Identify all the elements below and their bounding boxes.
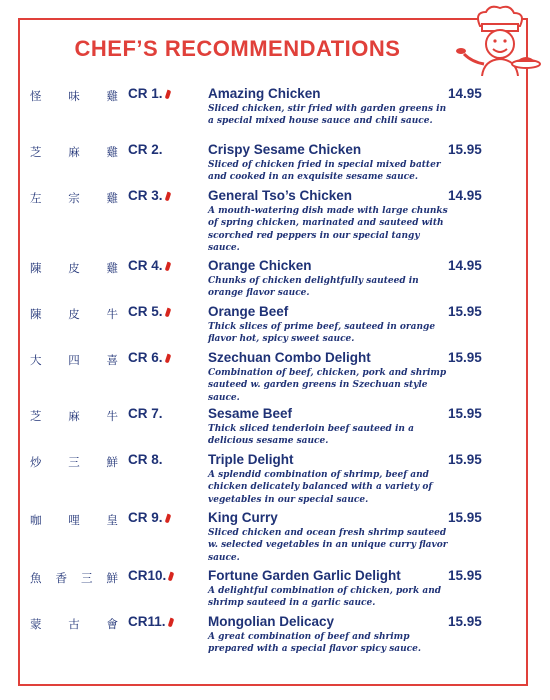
chinese-name xyxy=(30,408,118,424)
item-code-text: CR10. xyxy=(128,568,167,583)
item-price: 14.95 xyxy=(448,86,482,101)
chinese-name xyxy=(30,352,118,368)
chinese-name xyxy=(30,260,118,276)
item-code-text: CR 2. xyxy=(128,142,163,157)
hot-pepper-icon xyxy=(164,90,171,100)
item-name: Amazing Chicken xyxy=(208,86,321,101)
chinese-character: 咖 xyxy=(30,513,42,527)
chinese-character: 魚 xyxy=(30,571,42,585)
chinese-character: 雞 xyxy=(106,145,118,159)
item-name: King Curry xyxy=(208,510,278,525)
item-code-text: CR 3. xyxy=(128,188,163,203)
item-code xyxy=(128,350,170,365)
chinese-name xyxy=(30,616,118,632)
item-code-text: CR 9. xyxy=(128,510,163,525)
item-name: Sesame Beef xyxy=(208,406,293,421)
item-description: Chunks of chicken delightfully sauteed in orange flavor sauce. xyxy=(208,276,419,299)
chinese-character: 哩 xyxy=(68,513,80,527)
chinese-character: 鮮 xyxy=(106,571,118,585)
item-name: Fortune Garden Garlic Delight xyxy=(208,568,401,583)
chinese-name xyxy=(30,454,118,470)
chinese-character: 牛 xyxy=(106,307,118,321)
item-description: A delightful combination of chicken, pork and shrimp sauteed in a garlic sauce. xyxy=(208,586,442,609)
chinese-character: 牛 xyxy=(106,409,118,423)
item-description: Sliced chicken, stir fried with garden greens in a special mixed house sauce and chili sauce. xyxy=(208,104,447,127)
chinese-name xyxy=(30,88,118,104)
chinese-character: 皮 xyxy=(68,261,80,275)
item-description: Thick slices of prime beef, sauteed in orange flavor hot, spicy sweet sauce. xyxy=(208,322,436,345)
chinese-character: 古 xyxy=(68,617,80,631)
hot-pepper-icon xyxy=(164,192,171,202)
item-price: 15.95 xyxy=(448,510,482,525)
chinese-character: 雞 xyxy=(106,261,118,275)
item-code xyxy=(128,510,170,525)
item-code-text: CR 1. xyxy=(128,86,163,101)
chinese-character: 香 xyxy=(55,571,67,585)
item-description: A splendid combination of shrimp, beef and chicken delicately balanced with a variety of vegetables in our special sauce. xyxy=(208,470,433,505)
chinese-character: 雞 xyxy=(106,191,118,205)
chinese-character: 陳 xyxy=(30,307,42,321)
item-code xyxy=(128,188,170,203)
chinese-character: 麻 xyxy=(68,409,80,423)
item-code-text: CR 8. xyxy=(128,452,163,467)
item-code xyxy=(128,142,163,157)
chinese-name xyxy=(30,570,118,586)
item-price: 15.95 xyxy=(448,142,482,157)
item-name: General Tso’s Chicken xyxy=(208,188,353,203)
chinese-name xyxy=(30,512,118,528)
item-price: 15.95 xyxy=(448,452,482,467)
page-title: CHEF’S RECOMMENDATIONS xyxy=(74,36,401,61)
item-price: 15.95 xyxy=(448,568,482,583)
item-description: Sliced of chicken fried in special mixed batter and cooked in an exquisite sesame sauce. xyxy=(208,160,441,183)
item-code xyxy=(128,304,170,319)
chinese-character: 蒙 xyxy=(30,617,42,631)
item-price: 15.95 xyxy=(448,614,482,629)
chinese-character: 三 xyxy=(81,571,93,585)
hot-pepper-icon xyxy=(164,354,171,364)
item-code-text: CR 6. xyxy=(128,350,163,365)
item-code-text: CR 4. xyxy=(128,258,163,273)
chinese-character: 皮 xyxy=(68,307,80,321)
chinese-character: 陳 xyxy=(30,261,42,275)
item-name: Orange Chicken xyxy=(208,258,312,273)
hot-pepper-icon xyxy=(164,514,171,524)
chinese-character: 宗 xyxy=(68,191,80,205)
chinese-character: 會 xyxy=(106,617,118,631)
item-code xyxy=(128,452,163,467)
chinese-character: 喜 xyxy=(106,353,118,367)
item-name: Triple Delight xyxy=(208,452,294,467)
chinese-character: 味 xyxy=(68,89,80,103)
chinese-character: 炒 xyxy=(30,455,42,469)
item-price: 15.95 xyxy=(448,304,482,319)
chinese-character: 三 xyxy=(68,455,80,469)
chinese-character: 怪 xyxy=(30,89,42,103)
item-code-text: CR 7. xyxy=(128,406,163,421)
chinese-character: 皇 xyxy=(106,513,118,527)
item-code-text: CR11. xyxy=(128,614,166,629)
item-description: Sliced chicken and ocean fresh shrimp sauteed w. selected vegetables in an unique curry flavor sauce. xyxy=(208,528,448,563)
chinese-character: 四 xyxy=(68,353,80,367)
item-description: A mouth-watering dish made with large chunks of spring chicken, marinated and sauteed with scorched red peppers in our special tangy sauce. xyxy=(208,206,448,253)
chinese-character: 麻 xyxy=(68,145,80,159)
item-price: 14.95 xyxy=(448,188,482,203)
item-name: Mongolian Delicacy xyxy=(208,614,335,629)
item-price: 15.95 xyxy=(448,406,482,421)
chinese-character: 大 xyxy=(30,353,42,367)
item-price: 14.95 xyxy=(448,258,482,273)
item-description: Combination of beef, chicken, pork and shrimp sauteed w. garden greens in Szechuan style sauce. xyxy=(208,368,447,403)
item-code xyxy=(128,568,173,583)
chinese-character: 芝 xyxy=(30,409,42,423)
chinese-name xyxy=(30,144,118,160)
hot-pepper-icon xyxy=(168,572,175,582)
item-name: Orange Beef xyxy=(208,304,289,319)
hot-pepper-icon xyxy=(167,618,174,628)
chinese-character: 左 xyxy=(30,191,42,205)
item-name: Szechuan Combo Delight xyxy=(208,350,371,365)
chinese-name xyxy=(30,306,118,322)
item-description: A great combination of beef and shrimp prepared with a special flavor spicy sauce. xyxy=(208,632,421,655)
chinese-character: 雞 xyxy=(106,89,118,103)
item-description: Thick sliced tenderloin beef sauteed in a delicious sesame sauce. xyxy=(208,424,414,447)
chinese-character: 鮮 xyxy=(106,455,118,469)
item-name: Crispy Sesame Chicken xyxy=(208,142,362,157)
hot-pepper-icon xyxy=(164,262,171,272)
item-code-text: CR 5. xyxy=(128,304,163,319)
item-code xyxy=(128,614,173,629)
item-code xyxy=(128,406,163,421)
item-code xyxy=(128,86,170,101)
item-price: 15.95 xyxy=(448,350,482,365)
item-code xyxy=(128,258,170,273)
hot-pepper-icon xyxy=(164,308,171,318)
chinese-name xyxy=(30,190,118,206)
chinese-character: 芝 xyxy=(30,145,42,159)
